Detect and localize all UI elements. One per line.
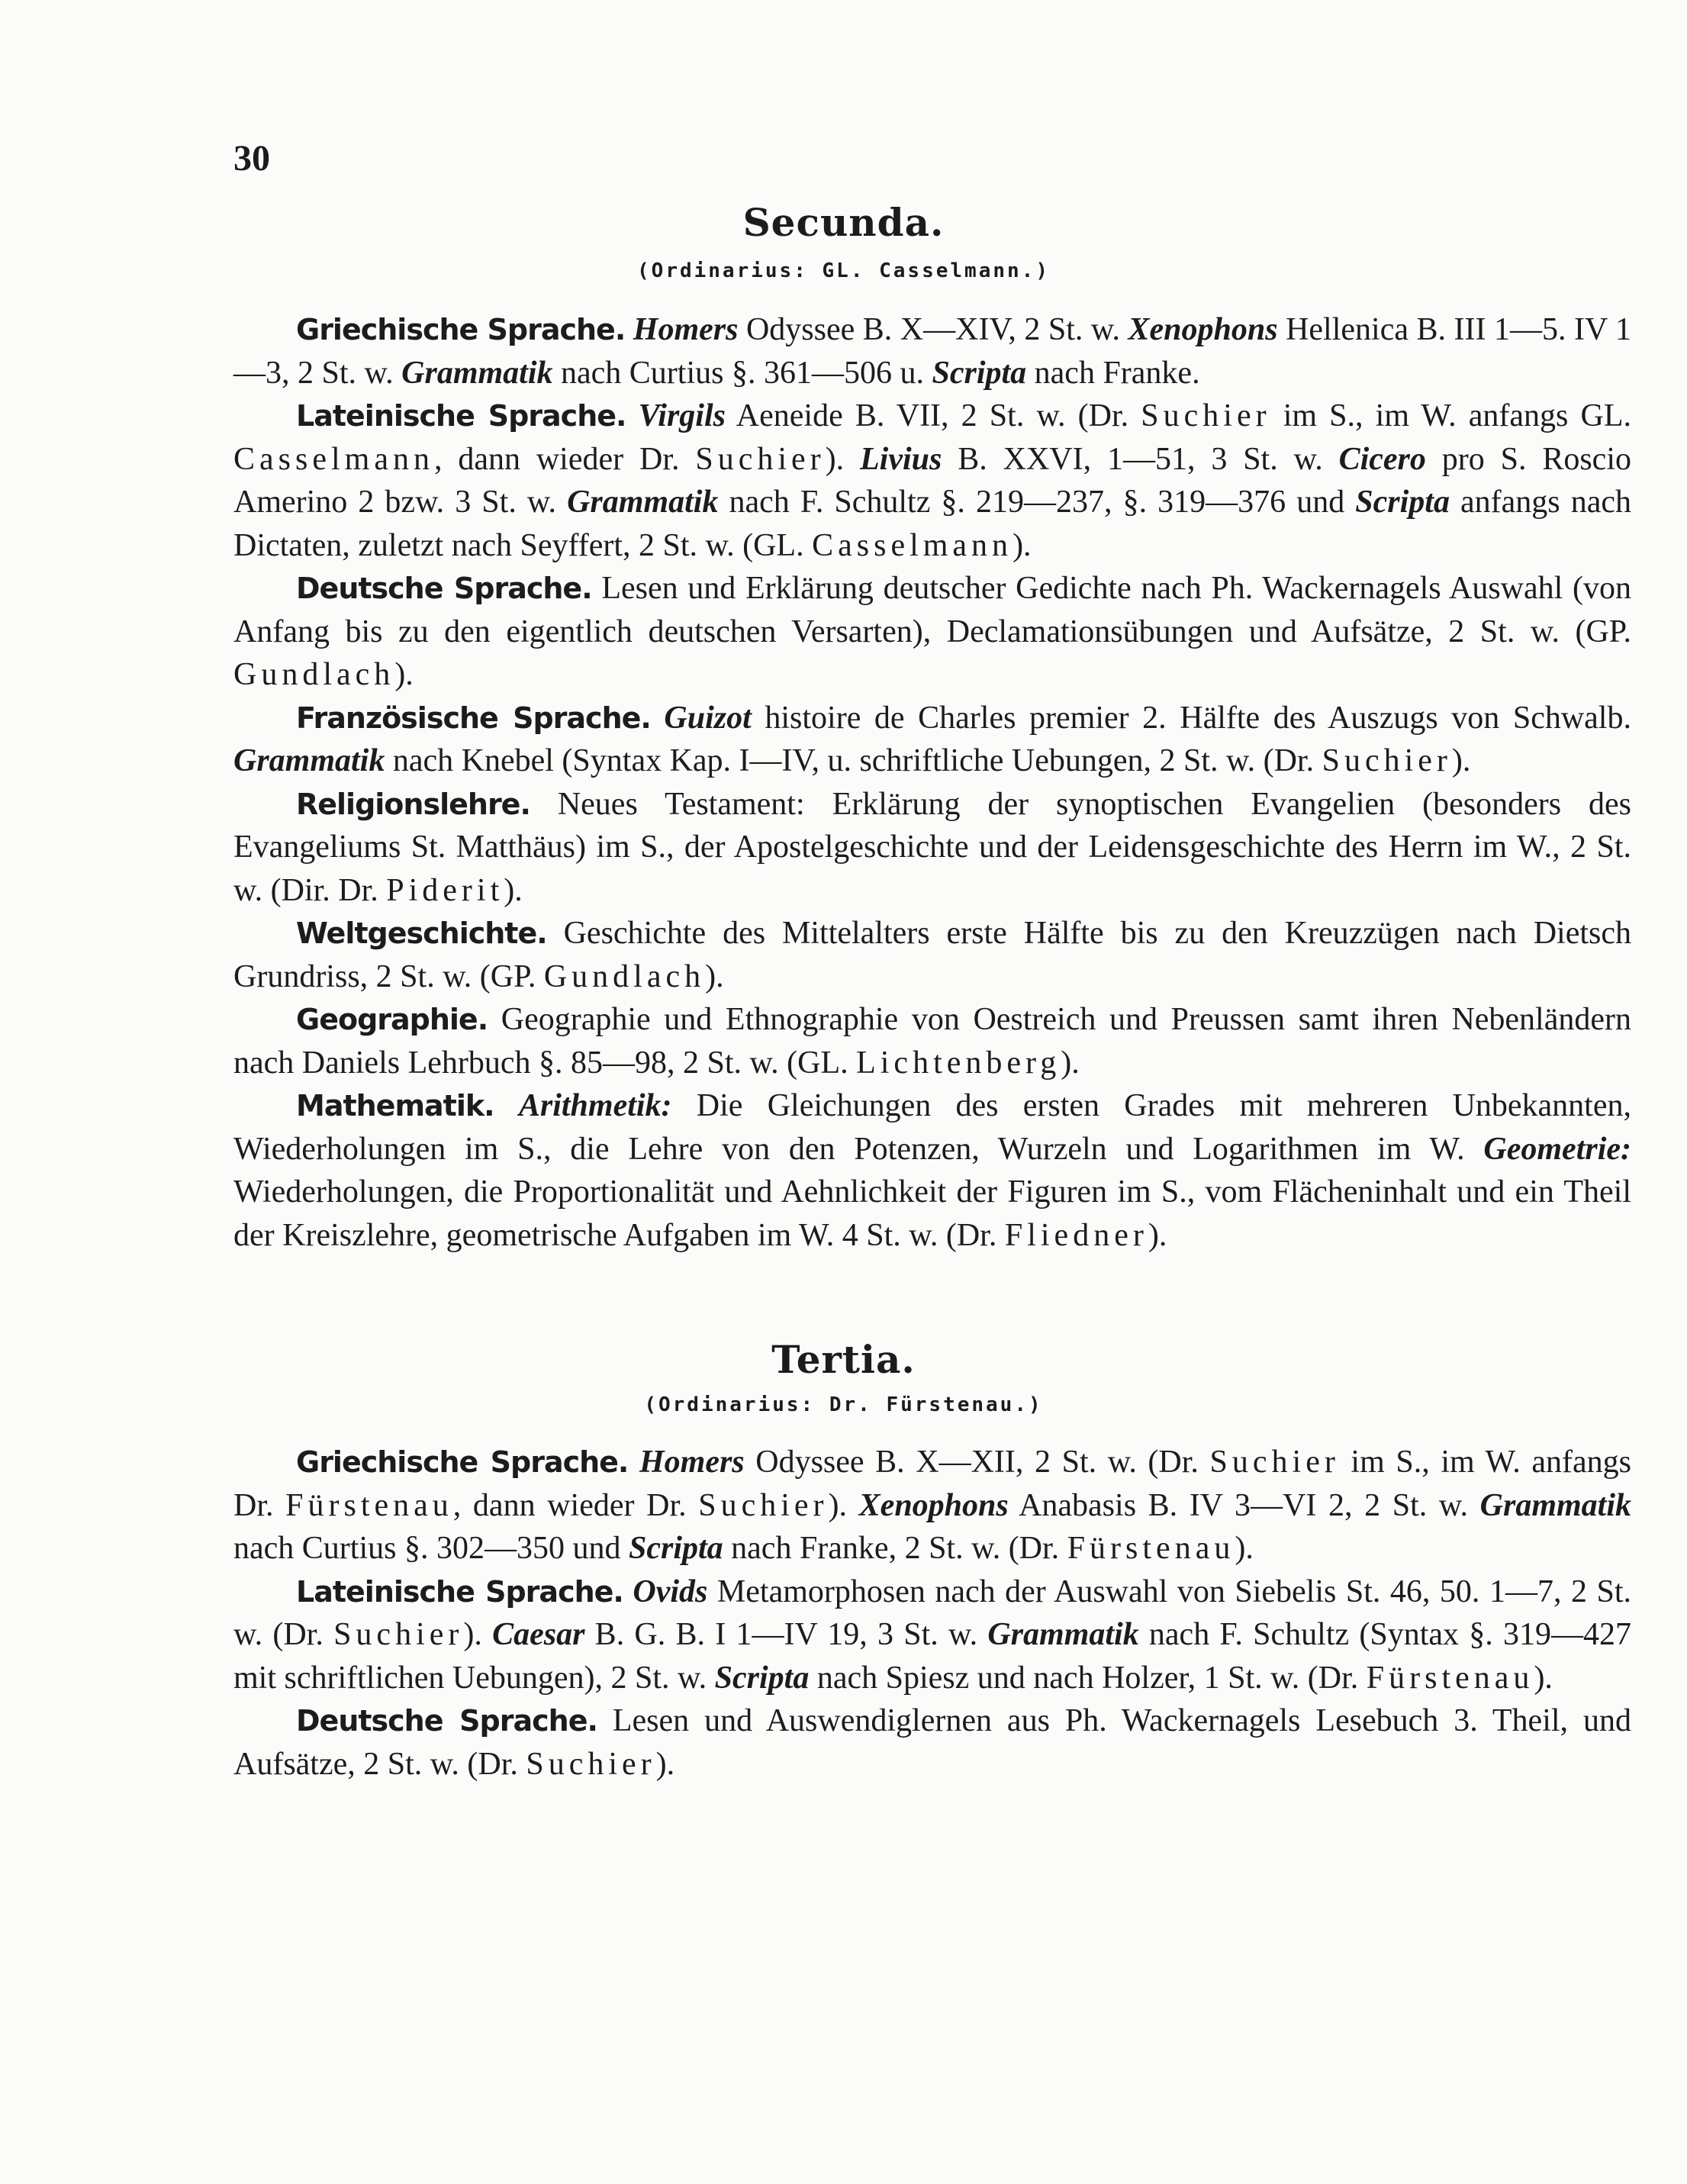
subject-heading: Französische Sprache. [296,701,651,735]
teacher-name: Gundlach [233,657,395,692]
italic-term: Xenophons [858,1487,1009,1523]
italic-term: Livius [860,441,942,477]
paragraph-text: nach Franke, 2 St. w. (Dr. [723,1531,1067,1566]
tertia-heading [0,1337,1687,1382]
italic-term: Guizot [664,700,752,736]
italic-term: Arithmetik: [518,1088,672,1123]
italic-term: Scripta [1355,485,1450,520]
paragraph-text: ). [1235,1531,1254,1566]
paragraph-text [494,1088,519,1123]
teacher-name: Casselmann [812,527,1013,563]
teacher-name: Piderit [386,872,504,908]
secunda-paragraph [233,998,1631,1084]
page-number: 30 [233,138,270,179]
paragraph-text: nach Franke. [1026,355,1200,391]
paragraph-text: Odyssee B. X—XIV, 2 St. w. [738,312,1128,347]
paragraph-text: Geographie und Ethnographie von Oestreich und Preussen samt ihren Nebenländern nach Daniels Lehrbuch §. 85—98, 2 St. w. (GL. [233,1002,1631,1081]
paragraph-text: ). [394,657,414,692]
subject-heading: Deutsche Sprache. [296,1704,597,1738]
secunda-paragraph [233,697,1631,783]
tertia-title: Tertia. [771,1337,916,1382]
teacher-name: Suchier [1209,1445,1340,1480]
paragraph-text: Hellenica B. III 1—5. IV 1—3, 2 St. w. [233,312,1632,391]
paragraph-text [623,1574,633,1609]
paragraph-text: im S., im W. anfangs GL. [1270,398,1631,433]
paragraph-text: nach F. Schultz (Syntax §. 319—427 mit schriftlichen Uebungen), 2 St. w. [233,1617,1631,1696]
teacher-name: Gundlach [543,958,706,994]
secunda-ordinarius-name: GL. Casselmann.) [822,259,1050,282]
paragraph-text [625,312,633,347]
tertia-ordinarius-name: Dr. Fürstenau.) [829,1393,1043,1416]
teacher-name: Suchier [695,441,826,477]
paragraph-text: Wiederholungen, die Proportionalität und Aehnlichkeit der Figuren im S., vom Flächeninhalt und ein Theil der Kreiszlehre, geometrische Aufgaben im W. 4 St. w. (Dr. [233,1174,1631,1253]
paragraph-text: Anabasis B. IV 3—VI 2, 2 St. w. [1008,1487,1480,1523]
secunda-title: Secunda. [742,200,945,245]
teacher-name: Suchier [1322,743,1452,778]
secunda-paragraph [233,912,1631,998]
teacher-name: Suchier [1141,398,1271,433]
subject-heading: Religionslehre. [296,787,530,821]
italic-term: Scripta [714,1660,810,1696]
teacher-name: Fürstenau [1067,1531,1235,1566]
paragraph-text: Lesen und Auswendiglernen aus Ph. Wackernagels Lesebuch 3. Theil, und Aufsätze, 2 St. w. (Dr. [233,1703,1631,1782]
paragraph-text [628,1445,639,1480]
italic-term: Xenophons [1128,312,1278,347]
italic-term: Homers [639,1445,745,1480]
paragraph-text: ). [504,872,523,908]
secunda-paragraph [233,567,1631,697]
paragraph-text: Metamorphosen nach der Auswahl von Siebelis St. 46, 50. 1—7, 2 St. w. (Dr. [233,1574,1632,1652]
subject-heading: Mathematik. [296,1089,494,1123]
subject-heading: Griechische Sprache. [296,1445,629,1479]
secunda-paragraph [233,395,1631,567]
italic-term: Ovids [633,1574,708,1609]
teacher-name: Casselmann [233,441,434,477]
italic-term: Scripta [628,1531,723,1566]
secunda-paragraph [233,308,1631,395]
paragraph-text: Odyssee B. X—XII, 2 St. w. (Dr. [744,1445,1210,1480]
paragraph-text: B. XXVI, 1—51, 3 St. w. [942,441,1339,477]
teacher-name: Suchier [526,1746,656,1782]
italic-term: Scripta [932,355,1027,391]
subject-heading: Griechische Sprache. [296,313,626,346]
secunda-heading [0,200,1687,245]
secunda-ordinarius [0,259,1687,282]
secunda-section [233,308,1631,1257]
paragraph-text: nach Curtius §. 302—350 und [233,1531,629,1566]
paragraph-text: B. G. B. I 1—IV 19, 3 St. w. [584,1617,988,1652]
paragraph-text: nach Knebel (Syntax Kap. I—IV, u. schriftliche Uebungen, 2 St. w. (Dr. [385,743,1322,778]
paragraph-text: ). [655,1746,675,1782]
paragraph-text: ). [1534,1660,1553,1696]
tertia-ordinarius [0,1393,1687,1416]
secunda-paragraph [233,1084,1631,1257]
paragraph-text: , dann wieder Dr. [433,441,696,477]
italic-term: Grammatik [567,485,719,520]
italic-term: Cicero [1338,441,1426,477]
secunda-ordinarius-label: (Ordinarius: [637,259,808,282]
tertia-section [233,1441,1631,1786]
italic-term: Geometrie: [1483,1131,1631,1167]
subject-heading: Deutsche Sprache. [296,572,592,605]
teacher-name: Suchier [333,1617,464,1652]
paragraph-text: Die Gleichungen des ersten Grades mit mehreren Unbekannten, Wiederholungen im S., die Lehre von den Potenzen, Wurzeln und Logarithmen im W. [233,1088,1631,1167]
paragraph-text: pro S. Roscio Amerino 2 bzw. 3 St. w. [233,441,1631,520]
teacher-name: Lichtenberg [856,1045,1061,1081]
subject-heading: Lateinische Sprache. [296,1574,623,1609]
secunda-paragraph [233,783,1631,913]
paragraph-text: nach Spiesz und nach Holzer, 1 St. w. (Dr. [809,1660,1367,1696]
paragraph-text: ). [463,1617,493,1652]
paragraph-text [626,398,638,433]
teacher-name: Fürstenau [285,1487,453,1523]
paragraph-text: Neues Testament: Erklärung der synoptischen Evangelien (besonders des Evangeliums St. Matthäus) im S., der Apostelgeschichte und der Leidensgeschichte des Herrn im W., 2 St. w. (Dir. Dr. [233,786,1631,908]
tertia-paragraph [233,1699,1631,1786]
tertia-paragraph [233,1441,1631,1570]
paragraph-text: Geschichte des Mittelalters erste Hälfte bis zu den Kreuzzügen nach Dietsch Grundriss, 2 St. w. (GP. [233,916,1631,994]
paragraph-text: nach F. Schultz §. 219—237, §. 319—376 und [718,485,1356,520]
teacher-name: Fürstenau [1366,1660,1534,1696]
teacher-name: Suchier [698,1487,829,1523]
paragraph-text: ). [1451,743,1471,778]
paragraph-text: ). [1013,527,1032,563]
subject-heading: Geographie. [296,1003,488,1036]
teacher-name: Fliedner [1004,1217,1148,1253]
paragraph-text: Aeneide B. VII, 2 St. w. (Dr. [726,398,1141,433]
paragraph-text: ). [705,958,724,994]
paragraph-text: ). [825,441,861,477]
italic-term: Caesar [492,1617,585,1652]
italic-term: Grammatik [401,355,553,391]
paragraph-text [651,701,665,736]
paragraph-text: , dann wieder Dr. [452,1487,699,1523]
paragraph-text: im S., im W. anfangs Dr. [233,1445,1631,1523]
paragraph-text: ). [1148,1217,1167,1253]
italic-term: Virgils [638,398,726,433]
tertia-paragraph [233,1570,1631,1700]
paragraph-text: Lesen und Erklärung deutscher Gedichte nach Ph. Wackernagels Auswahl (von Anfang bis zu den eigentlich deutschen Versarten), Declamationsübungen und Aufsätze, 2 St. w. (GP. [233,571,1631,649]
italic-term: Homers [633,312,739,347]
paragraph-text: anfangs nach Dictaten, zuletzt nach Seyffert, 2 St. w. (GL. [233,485,1631,563]
italic-term: Grammatik [1479,1487,1631,1523]
tertia-ordinarius-label: (Ordinarius: [644,1393,816,1416]
paragraph-text: nach Curtius §. 361—506 u. [552,355,932,391]
subject-heading: Weltgeschichte. [296,916,547,950]
paragraph-text: histoire de Charles premier 2. Hälfte des Auszugs von Schwalb. [751,700,1631,736]
italic-term: Grammatik [987,1617,1139,1652]
paragraph-text: ). [828,1487,859,1523]
italic-term: Grammatik [233,743,385,778]
subject-heading: Lateinische Sprache. [296,399,626,433]
paragraph-text: ). [1061,1045,1080,1081]
